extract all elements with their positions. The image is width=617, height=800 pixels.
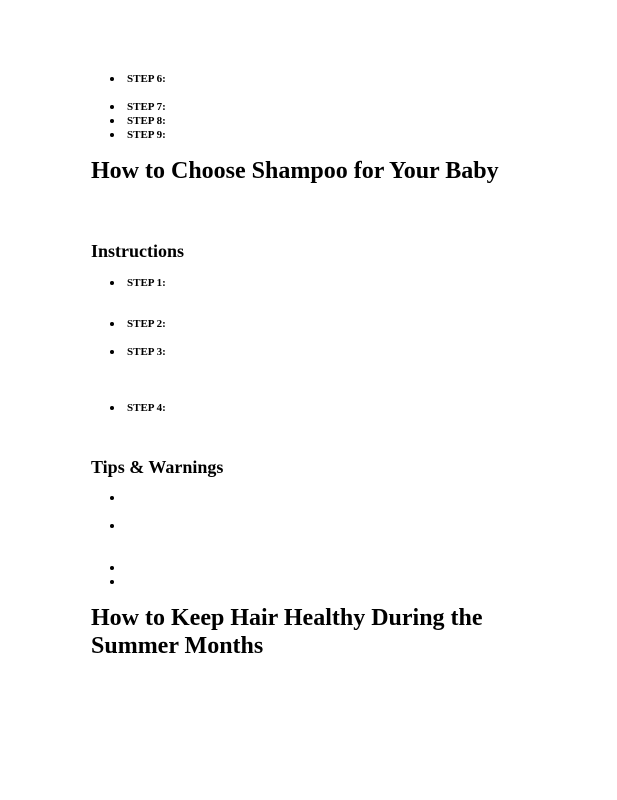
tips-warnings-heading: Tips & Warnings (91, 457, 224, 477)
bullet (110, 566, 114, 570)
bullet (110, 580, 114, 584)
bullet (110, 322, 114, 326)
bullet (110, 524, 114, 528)
step-2-label: STEP 2: (127, 318, 166, 330)
bullet (110, 281, 114, 285)
step-9-label: STEP 9: (127, 129, 166, 141)
step-1-label: STEP 1: (127, 277, 166, 289)
article-title-line-2: Summer Months (91, 633, 264, 659)
step-6-label: STEP 6: (127, 73, 166, 85)
step-7-label: STEP 7: (127, 101, 166, 113)
step-8-label: STEP 8: (127, 115, 166, 127)
step-4-label: STEP 4: (127, 402, 166, 414)
bullet (110, 133, 114, 137)
bullet (110, 119, 114, 123)
bullet (110, 350, 114, 354)
instructions-heading: Instructions (91, 241, 185, 261)
step-3-label: STEP 3: (127, 346, 166, 358)
article-title: How to Choose Shampoo for Your Baby (91, 158, 499, 184)
bullet (110, 77, 114, 81)
article-title-line-1: How to Keep Hair Healthy During the (91, 605, 483, 631)
bullet (110, 406, 114, 410)
bullet (110, 496, 114, 500)
bullet (110, 105, 114, 109)
